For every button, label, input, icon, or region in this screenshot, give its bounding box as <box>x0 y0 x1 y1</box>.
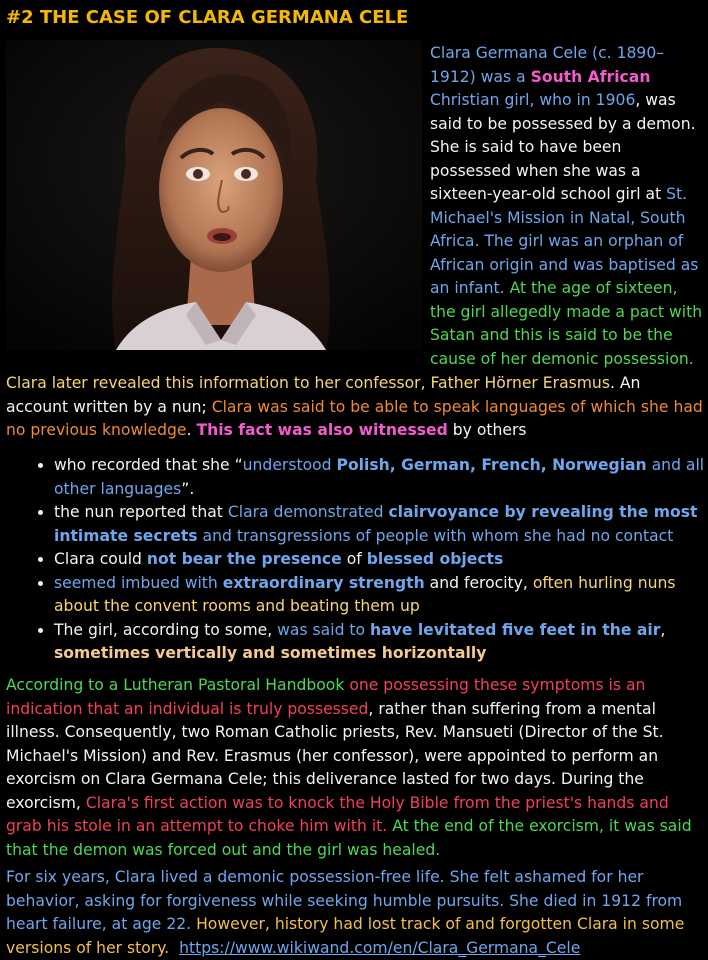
b4-text-4: often hurling nuns about the convent rooms and beating them up <box>54 573 676 615</box>
b1-text-4: and all other languages <box>54 456 705 498</box>
para2-text-5: At the end of the exorcism, it was said that the demon was forced out and the girl was healed. <box>6 817 692 859</box>
para2-text-2: one possessing these symptoms is an indication that an individual is truly possessed <box>6 676 646 718</box>
intro-paragraph <box>430 42 706 371</box>
intro-text-6: At the age of sixteen, the girl allegedly made a pact with Satan and this is said to be the cause of her demonic possession. <box>430 279 703 368</box>
exorcism-paragraph <box>6 674 706 862</box>
b2-text-4: and transgressions of people with whom she had no contact <box>197 526 674 545</box>
para1-text-3: Clara was said to be able to speak languages of which she had no previous knowledge <box>6 397 703 439</box>
intro-text-3: Christian girl, who in 1906 <box>430 91 636 109</box>
b5-text-2: was said to <box>277 620 371 639</box>
b1-text-2: understood <box>242 456 337 474</box>
para1-text-6: by others <box>447 421 527 439</box>
confessor-paragraph <box>6 372 706 443</box>
aftermath-paragraph <box>6 866 706 960</box>
source-link[interactable]: https://www.wikiwand.com/en/Clara_Germana_Cele <box>179 938 581 957</box>
b3-text-2: not bear the presence <box>146 550 342 568</box>
para2-text-1: According to a Lutheran Pastoral Handbook <box>6 676 345 694</box>
symptom-list <box>30 454 708 666</box>
intro-text-5: St. Michael's Mission in Natal, South Africa. The girl was an orphan of African origin and was baptised as an infant. <box>430 185 699 297</box>
para3-text-2: However, history had lost track of and forgotten Clara in some versions of her story. <box>6 915 685 957</box>
para3-text-1: For six years, Clara lived a demonic possession-free life. She felt ashamed for her behavior, asking for forgiveness while seeking humble pursuits. She died in 1912 from heart failure, at age 22. <box>6 868 683 933</box>
portrait-illustration <box>6 40 422 350</box>
intro-text-1: Clara Germana Cele (c. 1890–1912) was a <box>430 44 665 86</box>
list-item <box>54 619 708 666</box>
b3-text-1: Clara could <box>54 550 147 568</box>
intro-text-2: South African <box>530 67 651 86</box>
portrait-image <box>6 40 422 350</box>
b4-text-3: and ferocity, <box>424 573 533 592</box>
para1-text-2: . An account written by a nun; <box>6 374 641 416</box>
para2-text-4: Clara's first action was to knock the Holy Bible from the priest's hands and grab his stole in an attempt to choke him with it. <box>6 793 669 835</box>
b5-text-3: have levitated five feet in the air <box>370 620 661 639</box>
b1-text-1: who recorded that she “ <box>54 456 243 474</box>
b3-text-4: blessed objects <box>366 550 504 568</box>
b5-text-4: , <box>660 620 666 639</box>
para2-text-3: , rather than suffering from a mental illness. Consequently, two Roman Catholic priests, Rev. Mansueti (Director of the St. Michael's Mission) and Rev. Erasmus (her confessor), were appointed to perform an exorcism on Clara Germana Cele; this deliverance lasted for two days. During the exorcism, <box>6 699 664 812</box>
list-item <box>54 454 708 501</box>
b4-text-1: seemed imbued with <box>54 573 223 592</box>
list-item <box>54 548 708 572</box>
b4-text-2: extraordinary strength <box>222 573 425 592</box>
b2-text-3: clairvoyance by revealing the most intimate secrets <box>54 503 698 545</box>
b1-text-3: Polish, German, French, Norwegian <box>336 456 647 474</box>
b5-text-1: The girl, according to some, <box>54 620 278 639</box>
para1-text-4: . <box>186 421 197 439</box>
b2-text-2: Clara demonstrated <box>227 503 389 521</box>
list-item <box>54 501 708 548</box>
list-item <box>54 572 708 619</box>
para1-text-5: This fact was also witnessed <box>196 421 448 439</box>
b5-text-5: sometimes vertically and sometimes horizontally <box>54 644 487 662</box>
para1-text-1: Clara later revealed this information to her confessor, Father Hörner Erasmus <box>6 374 610 392</box>
b3-text-3: of <box>341 550 367 568</box>
intro-text-4: , was said to be possessed by a demon. She is said to have been possessed when she was a sixteen-year-old school girl at <box>430 91 696 203</box>
b1-text-5: ”. <box>181 479 195 498</box>
b2-text-1: the nun reported that <box>54 503 228 521</box>
page-title: #2 THE CASE OF CLARA GERMANA CELE <box>6 7 409 28</box>
